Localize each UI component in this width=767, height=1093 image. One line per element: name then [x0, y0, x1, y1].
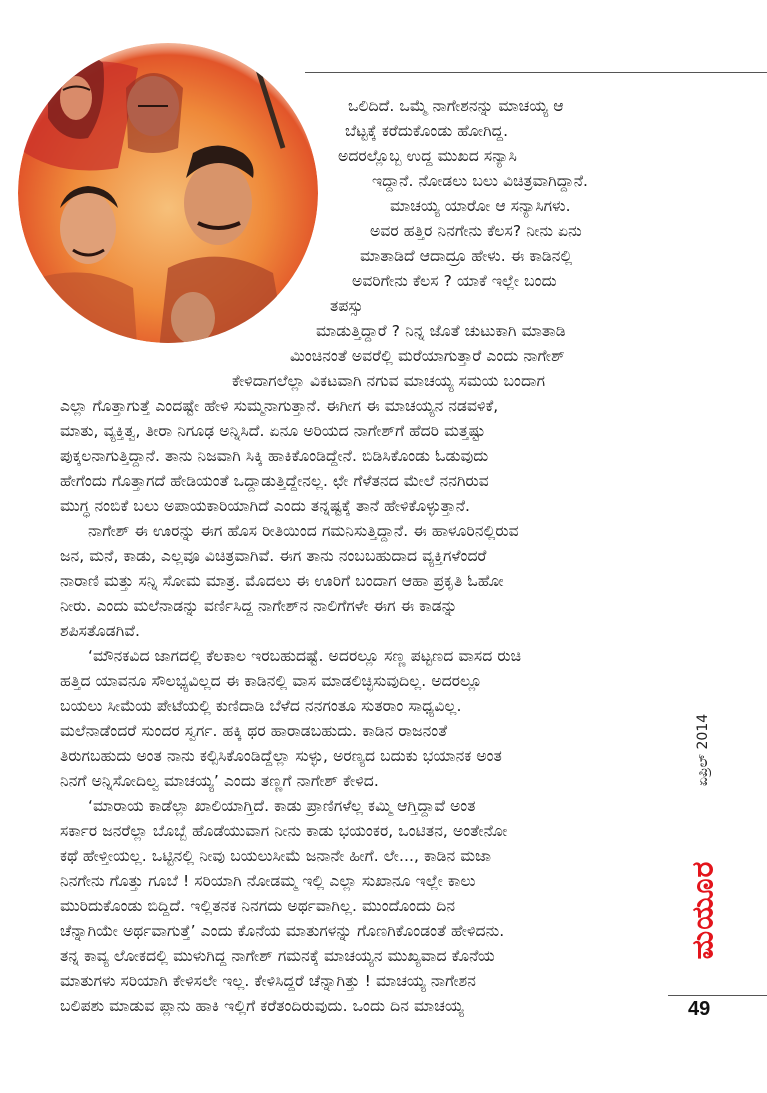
article-line: ತಪಸ್ಸು — [330, 297, 364, 315]
article-line: ಮಾತಾಡಿದೆ ಆದಾದ್ರೂ ಹೇಳು. ಈ ಕಾಡಿನಲ್ಲಿ — [360, 247, 573, 265]
article-line: ಹೇಗೆಂದು ಗೊತ್ತಾಗದೆ ಹೇಡಿಯಂತೆ ಒದ್ದಾಡುತ್ತಿದ್ದೇನಲ್ಲ. ಛೇ ಗೆಳೆತನದ ಮೇಲೆ ನನಗಿರುವ — [60, 472, 489, 490]
article-line: ಪುಕ್ಕಲನಾಗುತ್ತಿದ್ದಾನೆ. ತಾನು ನಿಜವಾಗಿ ಸಿಕ್ಕಿ ಹಾಕಿಕೊಂಡಿದ್ದೇನೆ. ಬಿಡಿಸಿಕೊಂಡು ಓಡುವುದು — [60, 447, 489, 465]
article-line: ‘ಮೌನಕವಿದ ಜಾಗದಲ್ಲಿ ಕೆಲಕಾಲ ಇರಬಹುದಷ್ಟೆ. ಅದರಲ್ಲೂ ಸಣ್ಣ ಪಟ್ಟಣದ ವಾಸದ ರುಚಿ — [88, 647, 522, 665]
article-line: ನಾಗೇಶ್ ಈ ಊರನ್ನು ಈಗ ಹೊಸ ರೀತಿಯಿಂದ ಗಮನಿಸುತ್ತಿದ್ದಾನೆ. ಈ ಹಾಳೂರಿನಲ್ಲಿರುವ — [88, 522, 519, 540]
article-line: ‘ಮಾರಾಯ ಕಾಡೆಲ್ಲಾ ಖಾಲಿಯಾಗ್ತಿದೆ. ಕಾಡು ಪ್ರಾಣಿಗಳೆಲ್ಲ ಕಮ್ಮಿ ಆಗ್ತಿದ್ದಾವೆ ಅಂತ — [88, 797, 476, 815]
article-line: ಚೆನ್ನಾಗಿಯೇ ಅರ್ಥವಾಗುತ್ತೆ’ ಎಂದು ಕೊನೆಯ ಮಾತುಗಳನ್ನು ಗೊಣಗಿಕೊಂಡಂತೆ ಹೇಳಿದನು. — [60, 922, 505, 940]
article-line: ಎಲ್ಲಾ ಗೊತ್ತಾಗುತ್ತೆ ಎಂದಷ್ಟೇ ಹೇಳಿ ಸುಮ್ಮನಾಗುತ್ತಾನೆ. ಈಗೀಗ ಈ ಮಾಚಯ್ಯನ ನಡವಳಿಕೆ, — [60, 397, 499, 415]
article-line: ನಿನಗೇನು ಗೊತ್ತು ಗೂಬೆ ! ಸರಿಯಾಗಿ ನೋಡಮ್ಮ ಇಲ್ಲಿ ಎಲ್ಲಾ ಸುಖಾನೂ ಇಲ್ಲೇ ಕಾಲು — [60, 872, 476, 890]
article-line: ಕೇಳಿದಾಗಲೆಲ್ಲಾ ವಿಕಟವಾಗಿ ನಗುವ ಮಾಚಯ್ಯ ಸಮಯ ಬಂದಾಗ — [232, 372, 546, 390]
article-line: ನಾರಾಣಿ ಮತ್ತು ಸನ್ನಿ ಸೋಮ ಮಾತ್ರ. ಮೊದಲು ಈ ಊರಿಗೆ ಬಂದಾಗ ಆಹಾ ಪ್ರಕೃತಿ ಓಹೋ — [60, 572, 504, 590]
article-line: ಮುಗ್ಧ ನಂಬಿಕೆ ಬಲು ಅಪಾಯಕಾರಿಯಾಗಿದೆ ಎಂದು ತನ್ನಷ್ಟಕ್ಕೆ ತಾನೆ ಹೇಳಿಕೊಳ್ಳುತ್ತಾನೆ. — [60, 497, 471, 515]
article-line: ನಿನಗೆ ಅನ್ನಿಸೋದಿಲ್ವ ಮಾಚಯ್ಯ’ ಎಂದು ತಣ್ಣಗೆ ನಾಗೇಶ್ ಕೇಳಿದ. — [60, 772, 379, 790]
article-line: ಮಿಂಚಿನಂತೆ ಅವರೆಲ್ಲಿ ಮರೆಯಾಗುತ್ತಾರೆ ಎಂದು ನಾಗೇಶ್ — [290, 347, 565, 365]
article-line: ಅದರಲ್ಲೊಬ್ಬ ಉದ್ದ ಮುಖದ ಸನ್ಯಾಸಿ — [338, 147, 517, 165]
article-line: ಮಲೆನಾಡೆಂದರೆ ಸುಂದರ ಸ್ವರ್ಗ. ಹಕ್ಕಿ ಥರ ಹಾರಾಡಬಹುದು. ಕಾಡಿನ ರಾಜನಂತೆ — [60, 722, 448, 740]
magazine-name: ಮಯೂರ — [685, 860, 721, 960]
article-line: ತನ್ನ ಕಾವ್ಯ ಲೋಕದಲ್ಲಿ ಮುಳುಗಿದ್ದ ನಾಗೇಶ್ ಗಮನಕ್ಕೆ ಮಾಚಯ್ಯನ ಮುಖ್ಯವಾದ ಕೊನೆಯ — [60, 947, 495, 965]
article-line: ಕಥೆ ಹೇಳ್ತೀಯಲ್ಲ. ಒಟ್ಟಿನಲ್ಲಿ ನೀವು ಬಯಲುಸೀಮೆ ಜನಾನೇ ಹೀಗೆ. ಲೇ..., ಕಾಡಿನ ಮಜಾ — [60, 847, 492, 865]
article-line: ಅವರ ಹತ್ತಿರ ನಿನಗೇನು ಕೆಲಸ? ನೀನು ಏನು — [370, 222, 582, 240]
article-line: ಒಲಿದಿದೆ. ಒಮ್ಮೆ ನಾಗೇಶನನ್ನು ಮಾಚಯ್ಯ ಆ — [348, 97, 564, 115]
article-line: ಮುರಿದುಕೊಂಡು ಬಿದ್ದಿದೆ. ಇಲ್ಲಿತನಕ ನಿನಗದು ಅರ್ಥವಾಗಿಲ್ಲ. ಮುಂದೊಂದು ದಿನ — [60, 897, 456, 915]
article-line: ಅವರಿಗೇನು ಕೆಲಸ ? ಯಾಕೆ ಇಲ್ಲೇ ಬಂದು — [352, 272, 557, 290]
article-line: ತಿರುಗಬಹುದು ಅಂತ ನಾನು ಕಲ್ಪಿಸಿಕೊಂಡಿದ್ದೆಲ್ಲಾ ಸುಳ್ಳು, ಅರಣ್ಯದ ಬದುಕು ಭಯಾನಕ ಅಂತ — [60, 747, 502, 765]
article-line: ಸರ್ಕಾರ ಜನರೆಲ್ಲಾ ಬೊಬ್ಬೆ ಹೊಡೆಯುವಾಗ ನೀನು ಕಾಡು ಭಯಂಕರ, ಒಂಟಿತನ, ಅಂತೇನೋ — [60, 822, 508, 840]
issue-date — [688, 690, 718, 810]
issue-date-text: ಏಪ್ರಿಲ್ 2014 — [695, 713, 711, 787]
page-number-rule — [668, 995, 767, 996]
article-line: ಬಯಲು ಸೀಮೆಯ ಪೇಟೆಯಲ್ಲಿ ಕುಣಿದಾಡಿ ಬೆಳೆದ ನನಗಂತೂ ಸುತರಾಂ ಸಾಧ್ಯವಿಲ್ಲ. — [60, 697, 462, 715]
article-line: ನೀರು. ಎಂದು ಮಲೆನಾಡನ್ನು ವರ್ಣಿಸಿದ್ದ ನಾಗೇಶ್‌ನ ನಾಲಿಗೆಗಳೇ ಈಗ ಈ ಕಾಡನ್ನು — [60, 597, 458, 615]
page-number: 49 — [688, 998, 711, 1020]
article-line: ಬಲಿಪಶು ಮಾಡುವ ಪ್ಲಾನು ಹಾಕಿ ಇಲ್ಲಿಗೆ ಕರೆತಂದಿರುವುದು. ಒಂದು ದಿನ ಮಾಚಯ್ಯ — [60, 997, 464, 1015]
article-line: ಜನ, ಮನೆ, ಕಾಡು, ಎಲ್ಲವೂ ವಿಚಿತ್ರವಾಗಿವೆ. ಈಗ ತಾನು ನಂಬಬಹುದಾದ ವ್ಯಕ್ತಿಗಳೆಂದರೆ — [60, 547, 487, 565]
top-rule — [305, 72, 767, 73]
article-line: ಮಾತು, ವ್ಯಕ್ತಿತ್ವ, ತೀರಾ ನಿಗೂಢ ಅನ್ನಿಸಿದೆ. ಏನೂ ಅರಿಯದ ನಾಗೇಶ್‌ಗೆ ಹೆದರಿ ಮತ್ತಷ್ಟು — [60, 422, 486, 440]
article-line: ಶಪಿಸತೊಡಗಿವೆ. — [60, 622, 141, 640]
article-line: ಮಾಡುತ್ತಿದ್ದಾರೆ ? ನಿನ್ನ ಜೊತೆ ಚುಟುಕಾಗಿ ಮಾತಾಡಿ — [316, 322, 566, 340]
article-line: ಮಾಚಯ್ಯ ಯಾರೋ ಆ ಸನ್ಯಾಸಿಗಳು. — [390, 197, 571, 215]
article-line: ಮಾತುಗಳು ಸರಿಯಾಗಿ ಕೇಳಿಸಲೇ ಇಲ್ಲ. ಕೇಳಿಸಿದ್ದರೆ ಚೆನ್ನಾಗಿತ್ತು ! ಮಾಚಯ್ಯ ನಾಗೇಶನ — [60, 972, 476, 990]
article-line: ಇದ್ದಾನೆ. ನೋಡಲು ಬಲು ವಿಚಿತ್ರವಾಗಿದ್ದಾನೆ. — [372, 172, 589, 190]
magazine-side-label — [685, 690, 721, 990]
article-line: ಹತ್ತಿದ ಯಾವನೂ ಸೌಲಭ್ಯವಿಲ್ಲದ ಈ ಕಾಡಿನಲ್ಲಿ ವಾಸ ಮಾಡಲಿಚ್ಛಿಸುವುದಿಲ್ಲ. ಅದರಲ್ಲೂ — [60, 672, 482, 690]
magazine-masthead — [685, 845, 721, 975]
story-illustration-icon — [18, 28, 318, 358]
article-line: ಬೆಟ್ಟಕ್ಕೆ ಕರೆದುಕೊಂಡು ಹೋಗಿದ್ದ. — [345, 122, 509, 140]
